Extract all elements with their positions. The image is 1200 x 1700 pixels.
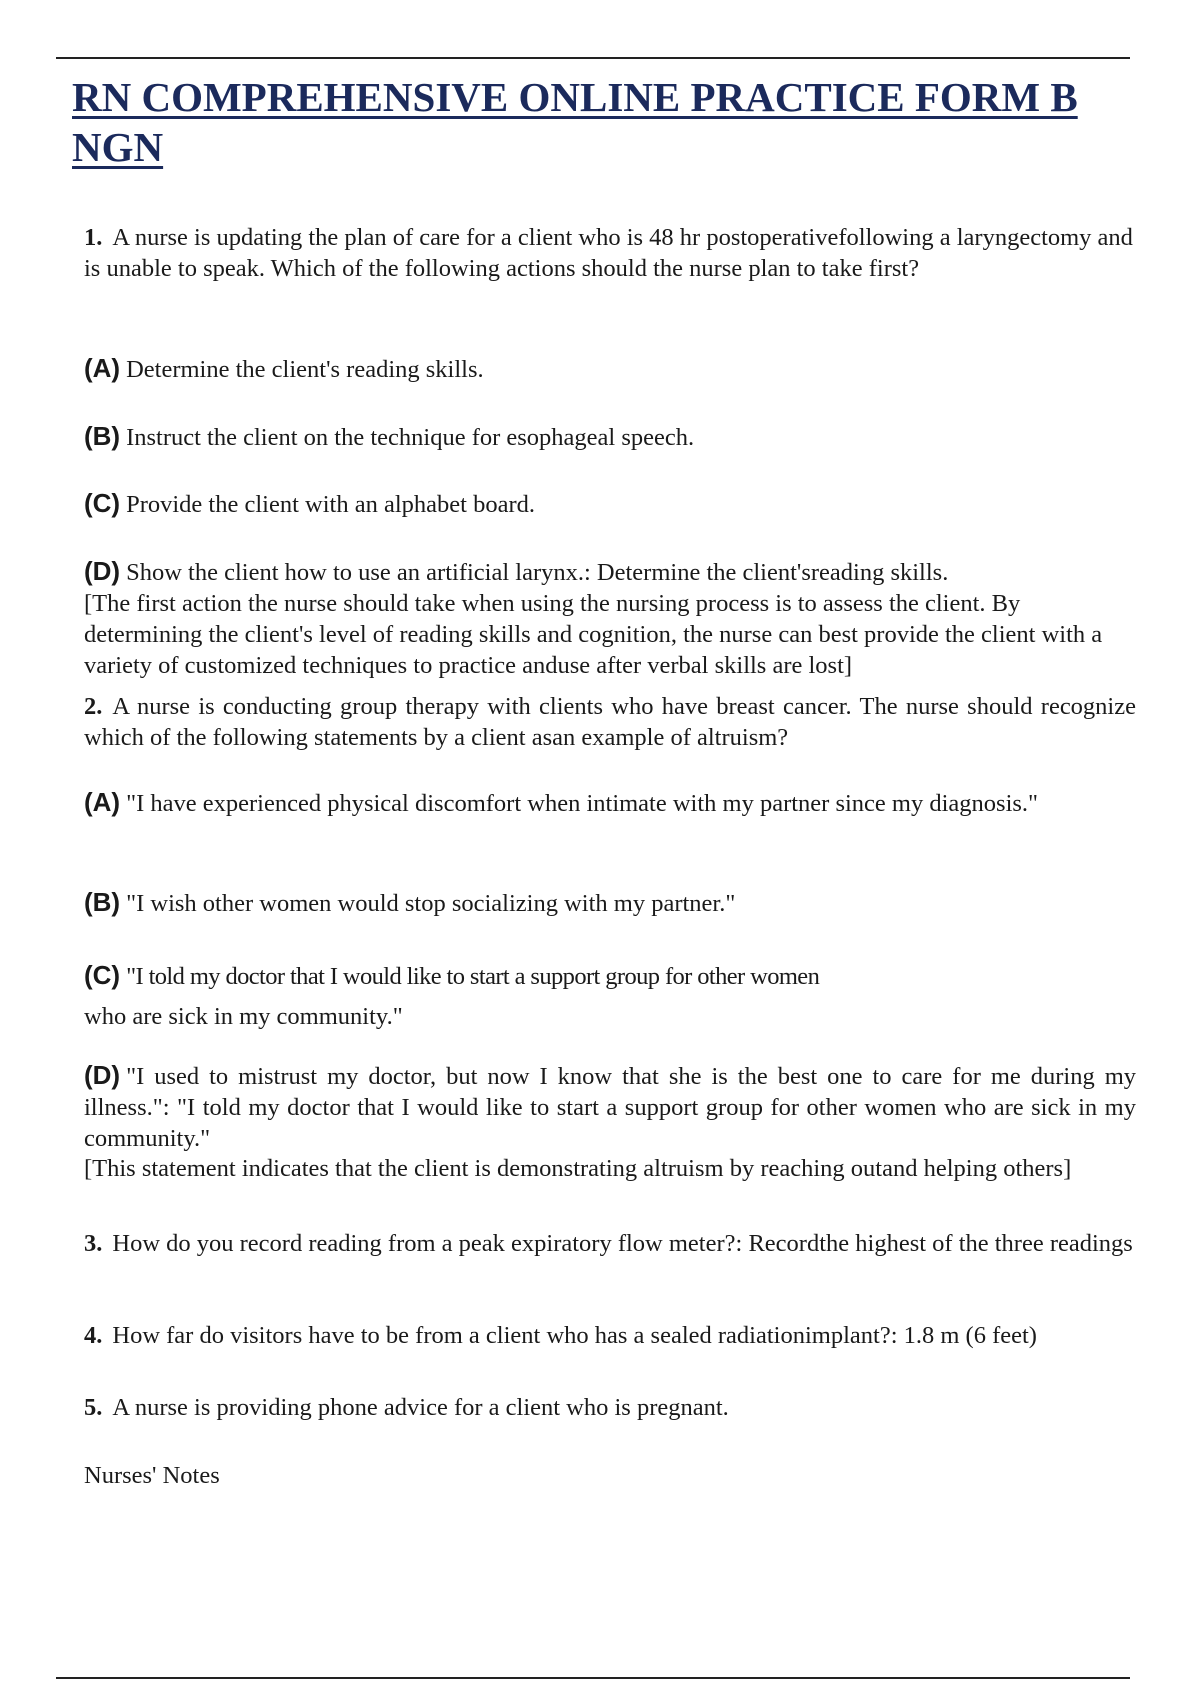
q2-option-b [84, 887, 1136, 919]
option-text: Instruct the client on the technique for esophageal speech. [126, 424, 695, 451]
option-text: "I wish other women would stop socializing with my partner." [126, 890, 736, 917]
title-line-2: NGN [72, 124, 164, 170]
question-number: 3. [84, 1230, 103, 1257]
option-letter: (C) [84, 488, 121, 518]
top-rule [56, 57, 1130, 59]
page-title [72, 72, 1132, 172]
question-3 [84, 1228, 1136, 1259]
question-number: 5. [84, 1394, 103, 1421]
q2-option-c [84, 955, 1136, 1037]
option-letter: (C) [84, 960, 121, 990]
option-letter: (A) [84, 353, 121, 383]
question-text: A nurse is updating the plan of care for a client who is 48 hr postoperativefollowing a laryngectomy and is unable to speak. Which of the following actions should the nurse plan to take first? [84, 224, 1133, 282]
section-heading-nurses-notes: Nurses' Notes [84, 1462, 220, 1489]
bottom-rule [56, 1677, 1130, 1679]
option-text: Determine the client's reading skills. [126, 356, 484, 383]
option-text: "I have experienced physical discomfort when intimate with my partner since my diagnosis." [126, 790, 1039, 817]
option-text: "I used to mistrust my doctor, but now I know that she is the best one to care for me during my illness.": "I told my doctor that I would like to start a support group for other women who are sick in my community." [84, 1063, 1136, 1152]
option-letter: (B) [84, 887, 121, 917]
option-letter: (D) [84, 1060, 121, 1090]
q2-rationale [84, 1153, 1136, 1184]
question-number: 1. [84, 224, 103, 251]
question-text: A nurse is conducting group therapy with clients who have breast cancer. The nurse should recognize which of the following statements by a client asan example of altruism? [84, 693, 1136, 751]
option-letter: (D) [84, 556, 121, 586]
option-text: Provide the client with an alphabet board. [126, 491, 535, 518]
option-text: Show the client how to use an artificial larynx.: Determine the client'sreading skills. [126, 559, 949, 586]
question-4 [84, 1320, 1136, 1351]
title-line-1: RN COMPREHENSIVE ONLINE PRACTICE FORM B [72, 74, 1078, 120]
question-5 [84, 1392, 1136, 1423]
option-letter: (A) [84, 787, 121, 817]
q2-option-d [84, 1060, 1136, 1154]
question-1 [84, 222, 1136, 284]
rationale: [The first action the nurse should take when using the nursing process is to assess the client. By determining the client's level of reading skills and cognition, the nurse can best provide the client with a variety of customized techniques to practice anduse after verbal skills are lost] [84, 590, 1103, 679]
option-text: "I told my doctor that I would like to start a support group for other women [126, 963, 820, 990]
rationale: [This statement indicates that the client is demonstrating altruism by reaching outand helping others] [84, 1155, 1072, 1182]
question-number: 4. [84, 1322, 103, 1349]
option-text-continued: who are sick in my community." [84, 1003, 403, 1030]
q1-option-b [84, 421, 1136, 453]
q1-option-a [84, 353, 1136, 385]
q2-option-a [84, 787, 1136, 819]
question-number: 2. [84, 693, 103, 720]
q1-option-c [84, 488, 1136, 520]
question-text: How do you record reading from a peak expiratory flow meter?: Recordthe highest of the three readings [112, 1230, 1133, 1257]
question-text: A nurse is providing phone advice for a client who is pregnant. [112, 1394, 729, 1421]
q1-option-d [84, 556, 1136, 681]
question-2 [84, 691, 1136, 753]
option-letter: (B) [84, 421, 121, 451]
question-text: How far do visitors have to be from a client who has a sealed radiationimplant?: 1.8 m (6 feet) [112, 1322, 1037, 1349]
